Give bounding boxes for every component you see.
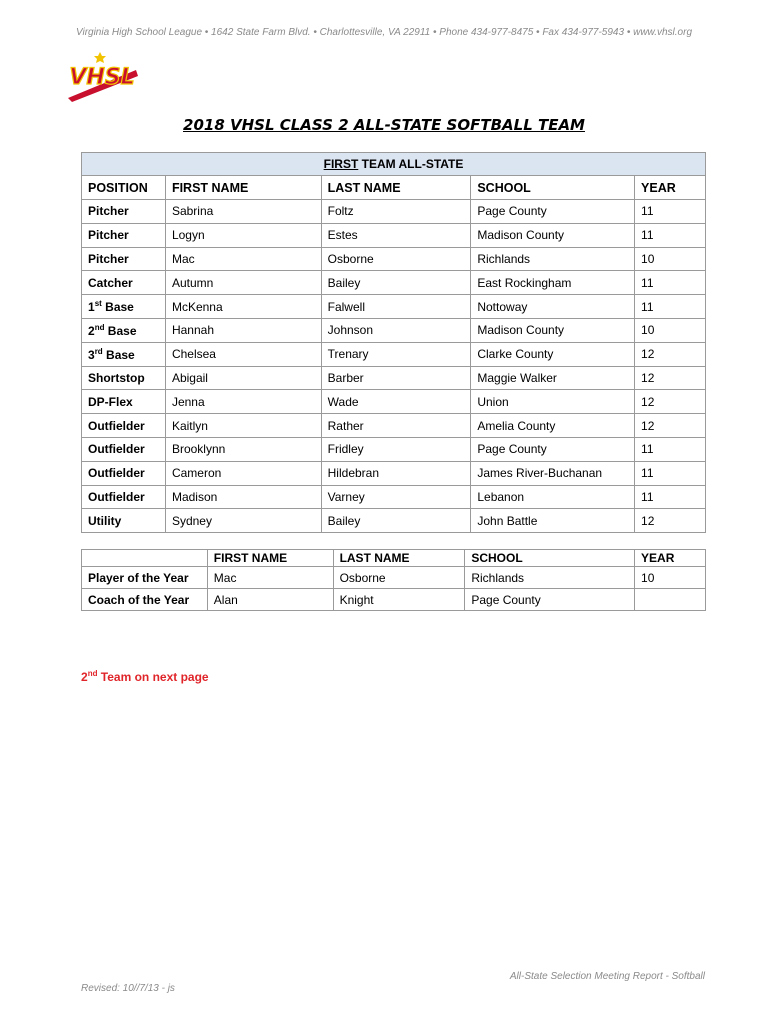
col-header-school: SCHOOL: [471, 176, 635, 200]
banner-underlined: FIRST: [323, 157, 359, 171]
footer-revised: Revised: 10//7/13 - js: [81, 983, 175, 994]
cell-school: Lebanon: [471, 485, 635, 509]
cell-last: Hildebran: [321, 461, 471, 485]
award-cell-award: Coach of the Year: [82, 589, 208, 611]
cell-first: McKenna: [165, 295, 321, 319]
cell-position: Outfielder: [82, 461, 166, 485]
table-row: [82, 485, 706, 509]
col-header-year: YEAR: [635, 176, 706, 200]
table-row: [82, 342, 706, 366]
cell-position: Outfielder: [82, 414, 166, 438]
cell-year: 11: [635, 461, 706, 485]
cell-last: Varney: [321, 485, 471, 509]
awards-col-blank: [82, 550, 208, 567]
banner-rest: TEAM ALL-STATE: [358, 157, 464, 171]
cell-school: Amelia County: [471, 414, 635, 438]
award-cell-year: [635, 589, 706, 611]
cell-position: Pitcher: [82, 223, 166, 247]
vhsl-logo: [62, 50, 142, 102]
col-header-last-name: LAST NAME: [321, 176, 471, 200]
table-row: [82, 461, 706, 485]
cell-position: Outfielder: [82, 437, 166, 461]
cell-first: Logyn: [165, 223, 321, 247]
cell-year: 11: [635, 485, 706, 509]
logo-text: VHSL: [69, 65, 135, 90]
table-row: [82, 295, 706, 319]
cell-position: 1st Base: [82, 295, 166, 319]
table-row: [82, 318, 706, 342]
cell-first: Chelsea: [165, 342, 321, 366]
cell-school: Clarke County: [471, 342, 635, 366]
cell-first: Brooklynn: [165, 437, 321, 461]
cell-first: Jenna: [165, 390, 321, 414]
table-row: [82, 223, 706, 247]
cell-first: Mac: [165, 247, 321, 271]
cell-last: Bailey: [321, 271, 471, 295]
header-contact-line: Virginia High School League • 1642 State Farm Blvd. • Charlottesville, VA 22911 • Phone 434-977-8475 • Fax 434-977-5943 • www.vhsl.org: [75, 27, 692, 38]
cell-first: Madison: [165, 485, 321, 509]
first-team-table: [81, 152, 706, 533]
col-header-first-name: FIRST NAME: [165, 176, 321, 200]
cell-first: Sydney: [165, 509, 321, 533]
note-text: Team on next page: [97, 670, 209, 684]
cell-year: 11: [635, 200, 706, 224]
award-cell-school: Page County: [465, 589, 635, 611]
cell-year: 11: [635, 437, 706, 461]
cell-year: 10: [635, 318, 706, 342]
cell-school: East Rockingham: [471, 271, 635, 295]
cell-position: Pitcher: [82, 247, 166, 271]
cell-school: Nottoway: [471, 295, 635, 319]
cell-last: Wade: [321, 390, 471, 414]
cell-last: Trenary: [321, 342, 471, 366]
cell-school: Madison County: [471, 318, 635, 342]
cell-school: Richlands: [471, 247, 635, 271]
cell-position: Outfielder: [82, 485, 166, 509]
awards-col-last-name: LAST NAME: [333, 550, 465, 567]
cell-school: Union: [471, 390, 635, 414]
table-row: [82, 366, 706, 390]
cell-last: Estes: [321, 223, 471, 247]
award-cell-year: 10: [635, 567, 706, 589]
cell-last: Osborne: [321, 247, 471, 271]
table-row: [82, 509, 706, 533]
award-row: [82, 567, 706, 589]
cell-last: Johnson: [321, 318, 471, 342]
note-num: 2: [81, 670, 88, 684]
cell-year: 11: [635, 295, 706, 319]
cell-first: Abigail: [165, 366, 321, 390]
cell-year: 12: [635, 366, 706, 390]
cell-last: Fridley: [321, 437, 471, 461]
cell-year: 12: [635, 390, 706, 414]
cell-last: Foltz: [321, 200, 471, 224]
table-row: [82, 271, 706, 295]
cell-year: 12: [635, 509, 706, 533]
award-cell-last: Knight: [333, 589, 465, 611]
cell-position: Shortstop: [82, 366, 166, 390]
cell-position: 2nd Base: [82, 318, 166, 342]
awards-header-row: [82, 550, 706, 567]
table-row: [82, 200, 706, 224]
award-cell-first: Mac: [207, 567, 333, 589]
awards-col-school: SCHOOL: [465, 550, 635, 567]
cell-first: Hannah: [165, 318, 321, 342]
cell-year: 12: [635, 414, 706, 438]
cell-position: 3rd Base: [82, 342, 166, 366]
table-row: [82, 247, 706, 271]
cell-year: 10: [635, 247, 706, 271]
table-row: [82, 390, 706, 414]
cell-school: Page County: [471, 200, 635, 224]
cell-last: Bailey: [321, 509, 471, 533]
cell-year: 11: [635, 223, 706, 247]
column-header-row: [82, 176, 706, 200]
footer-report-name: All-State Selection Meeting Report - Softball: [509, 971, 705, 982]
cell-school: John Battle: [471, 509, 635, 533]
awards-table: [81, 549, 706, 611]
cell-school: Page County: [471, 437, 635, 461]
award-cell-school: Richlands: [465, 567, 635, 589]
table-row: [82, 414, 706, 438]
cell-last: Falwell: [321, 295, 471, 319]
second-team-note: [81, 669, 209, 684]
cell-last: Rather: [321, 414, 471, 438]
cell-school: Maggie Walker: [471, 366, 635, 390]
awards-col-year: YEAR: [635, 550, 706, 567]
award-row: [82, 589, 706, 611]
cell-school: James River-Buchanan: [471, 461, 635, 485]
note-sup: nd: [87, 669, 98, 678]
col-header-position: POSITION: [82, 176, 166, 200]
cell-year: 12: [635, 342, 706, 366]
cell-position: Utility: [82, 509, 166, 533]
cell-year: 11: [635, 271, 706, 295]
cell-first: Kaitlyn: [165, 414, 321, 438]
cell-last: Barber: [321, 366, 471, 390]
cell-first: Sabrina: [165, 200, 321, 224]
cell-position: Pitcher: [82, 200, 166, 224]
cell-position: DP-Flex: [82, 390, 166, 414]
awards-col-first-name: FIRST NAME: [207, 550, 333, 567]
cell-position: Catcher: [82, 271, 166, 295]
award-cell-last: Osborne: [333, 567, 465, 589]
page-title: 2018 VHSL CLASS 2 ALL-STATE SOFTBALL TEAM: [183, 116, 585, 134]
award-cell-award: Player of the Year: [82, 567, 208, 589]
cell-first: Autumn: [165, 271, 321, 295]
award-cell-first: Alan: [207, 589, 333, 611]
cell-first: Cameron: [165, 461, 321, 485]
cell-school: Madison County: [471, 223, 635, 247]
first-team-banner: [82, 153, 706, 176]
table-row: [82, 437, 706, 461]
